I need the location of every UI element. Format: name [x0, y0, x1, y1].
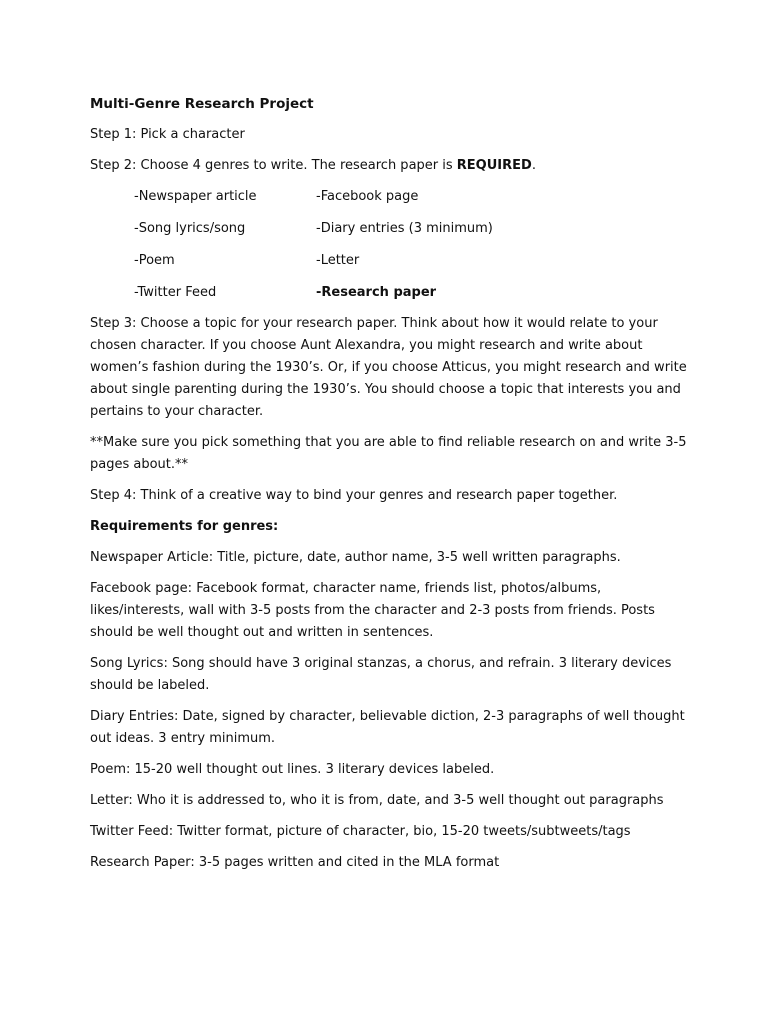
step-2 — [90, 155, 690, 177]
genre-item: -Song lyrics/song — [134, 221, 246, 236]
genre-row — [134, 282, 690, 304]
requirement-research-paper: Research Paper: 3-5 pages written and cited in the MLA format — [90, 855, 500, 870]
requirement-twitter: Twitter Feed: Twitter format, picture of character, bio, 15-20 tweets/subtweets/tags — [90, 824, 631, 839]
genre-row — [134, 218, 690, 240]
genre-row — [134, 250, 690, 272]
genre-item: -Newspaper article — [134, 189, 257, 204]
requirement-letter: Letter: Who it is addressed to, who it is from, date, and 3-5 well thought out paragraphs — [90, 793, 664, 808]
step-2-text: Step 2: Choose 4 genres to write. The research paper is — [90, 158, 457, 173]
requirement-newspaper: Newspaper Article: Title, picture, date, author name, 3-5 well written paragraphs. — [90, 550, 621, 565]
requirements-heading: Requirements for genres: — [90, 519, 279, 534]
step-3: Step 3: Choose a topic for your research paper. Think about how it would relate to your chosen character. If you choose Aunt Alexandra, you might research and write about women’s fashion during the 1930’s. Or, if you choose Atticus, you might research and write about single parenting during the 1930’s. You should choose a topic that interests you and pertains to your character. — [90, 316, 687, 419]
document-title: Multi-Genre Research Project — [90, 96, 314, 112]
step-4: Step 4: Think of a creative way to bind your genres and research paper together. — [90, 488, 618, 503]
genre-item-required: -Research paper — [316, 285, 437, 300]
document-body — [90, 93, 690, 883]
requirement-facebook: Facebook page: Facebook format, character name, friends list, photos/albums, likes/interests, wall with 3-5 posts from the character and 2-3 posts from friends. Posts should be well thought out and written in sentences. — [90, 581, 655, 640]
requirement-song: Song Lyrics: Song should have 3 original stanzas, a chorus, and refrain. 3 literary devices should be labeled. — [90, 656, 672, 693]
step-1: Step 1: Pick a character — [90, 127, 245, 142]
genre-list — [134, 186, 690, 304]
genre-item: -Twitter Feed — [134, 285, 217, 300]
genre-item: -Diary entries (3 minimum) — [316, 221, 493, 236]
genre-item: -Letter — [316, 253, 360, 268]
research-note: **Make sure you pick something that you are able to find reliable research on and write 3-5 pages about.** — [90, 435, 687, 472]
step-2-period: . — [531, 158, 536, 173]
requirement-diary: Diary Entries: Date, signed by character, believable diction, 2-3 paragraphs of well thought out ideas. 3 entry minimum. — [90, 709, 685, 746]
step-2-required: REQUIRED — [456, 158, 532, 173]
genre-item: -Poem — [134, 253, 175, 268]
requirement-poem: Poem: 15-20 well thought out lines. 3 literary devices labeled. — [90, 762, 495, 777]
genre-row — [134, 186, 690, 208]
genre-item: -Facebook page — [316, 189, 419, 204]
